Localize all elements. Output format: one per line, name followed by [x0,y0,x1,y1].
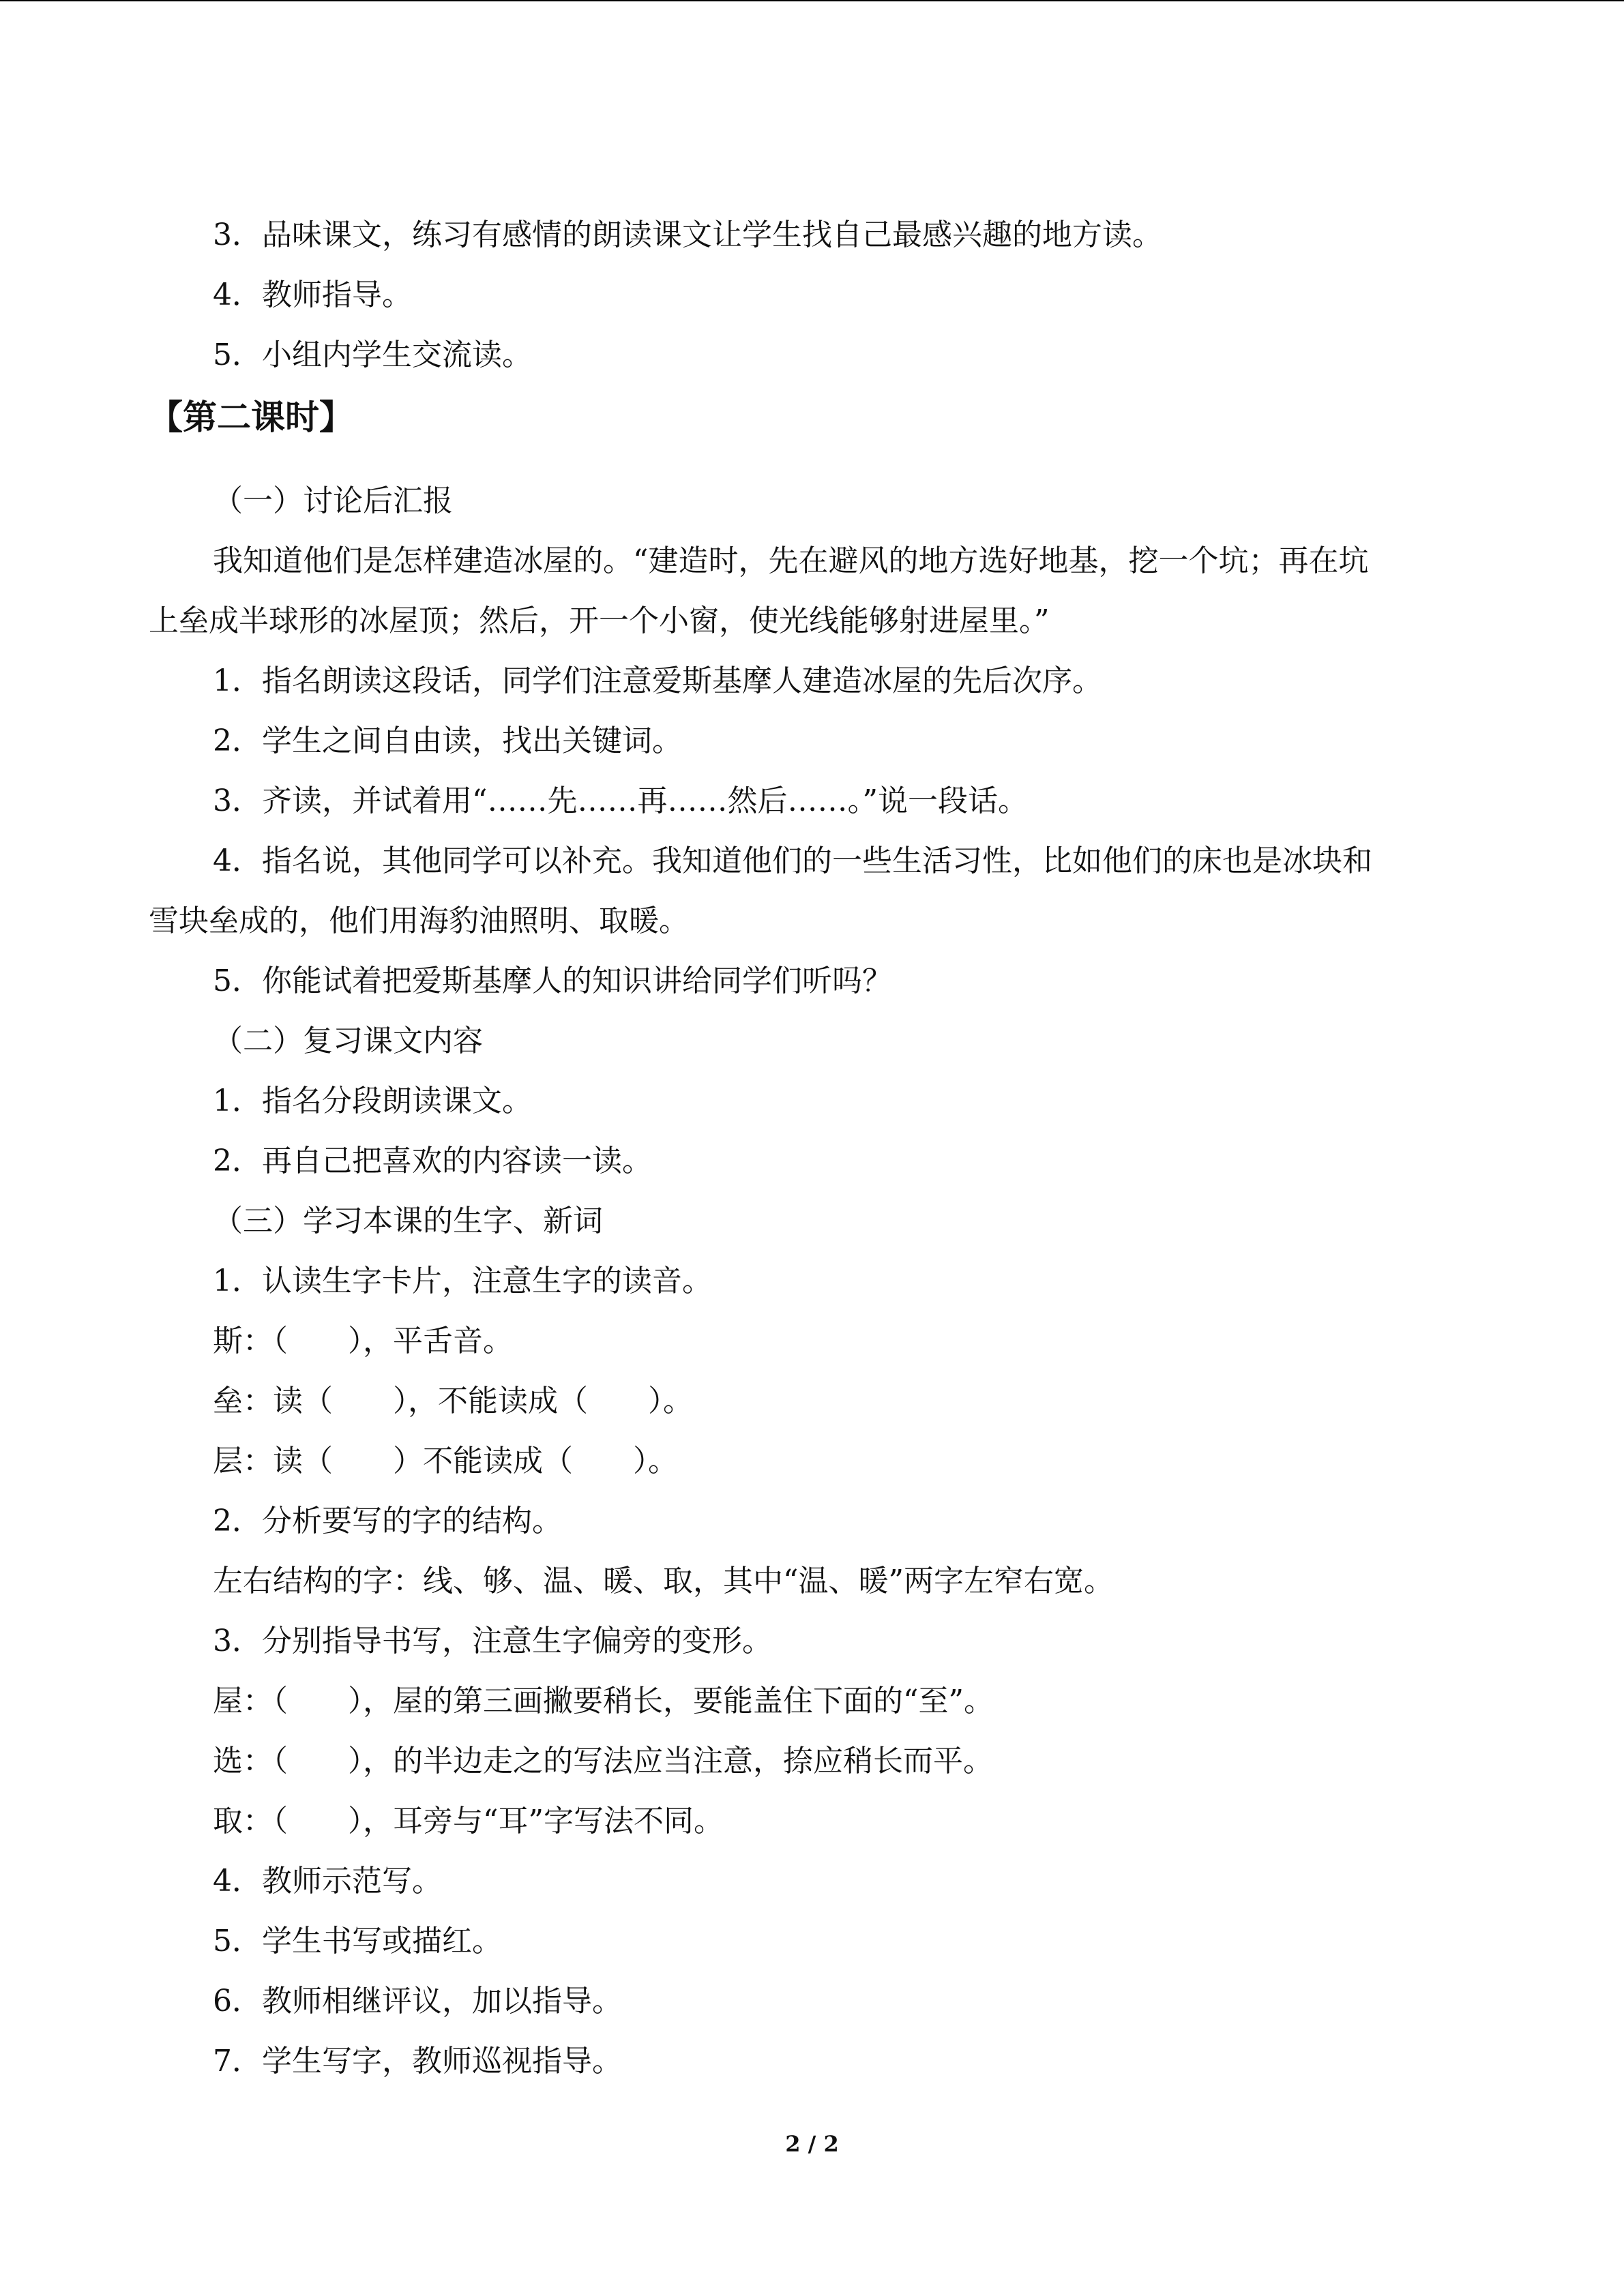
list-item: 3．齐读，并试着用“……先……再……然后……。”说一段话。 [213,784,1028,818]
paragraph-line: 上垒成半球形的冰屋顶；然后，开一个小窗，使光线能够射进屋里。” [149,603,1050,638]
list-item: 5．学生书写或描红。 [213,1924,502,1958]
list-item: 4．教师指导。 [213,278,412,312]
character-note: 斯：（ ），平舌音。 [213,1324,513,1358]
page-top-border [0,0,1624,1]
subsection-title: （二）复习课文内容 [213,1024,483,1058]
character-note: 屋：（ ），屋的第三画撇要稍长，要能盖住下面的“至”。 [213,1684,994,1718]
subsection-title: （一）讨论后汇报 [213,483,453,518]
structure-note: 左右结构的字：线、够、温、暖、取，其中“温、暖”两字左窄右宽。 [213,1564,1114,1598]
list-item: 2．分析要写的字的结构。 [213,1504,562,1538]
list-item: 1．指名朗读这段话，同学们注意爱斯基摩人建造冰屋的先后次序。 [213,664,1102,698]
list-item: 4．指名说，其他同学可以补充。我知道他们的一些生活习性，比如他们的床也是冰块和 [213,844,1372,878]
list-item: 1．指名分段朗读课文。 [213,1084,532,1118]
list-item: 5．小组内学生交流读。 [213,338,532,372]
list-item: 5．你能试着把爱斯基摩人的知识讲给同学们听吗？ [213,964,892,998]
character-note: 层：读（ ）不能读成（ ）。 [213,1444,678,1478]
character-note: 垒：读（ ），不能读成（ ）。 [213,1384,693,1418]
list-item: 7．学生写字，教师巡视指导。 [213,2044,622,2078]
page-number: 2 / 2 [785,2131,839,2157]
list-item: 4．教师示范写。 [213,1864,442,1898]
subsection-title: （三）学习本课的生字、新词 [213,1204,603,1238]
list-item-continued: 雪块垒成的，他们用海豹油照明、取暖。 [149,904,689,938]
list-item: 6．教师相继评议，加以指导。 [213,1984,622,2018]
list-item: 2．再自己把喜欢的内容读一读。 [213,1144,652,1178]
section-heading: 【第二课时】 [149,397,353,437]
list-item: 1．认读生字卡片，注意生字的读音。 [213,1264,712,1298]
list-item: 2．学生之间自由读，找出关键词。 [213,724,682,758]
paragraph-line: 我知道他们是怎样建造冰屋的。“建造时，先在避风的地方选好地基，挖一个坑；再在坑 [213,543,1369,578]
character-note: 选：（ ），的半边走之的写法应当注意，捺应稍长而平。 [213,1744,993,1778]
list-item: 3．品味课文，练习有感情的朗读课文让学生找自己最感兴趣的地方读。 [213,218,1162,252]
list-item: 3．分别指导书写，注意生字偏旁的变形。 [213,1624,772,1658]
character-note: 取：（ ），耳旁与“耳”字写法不同。 [213,1804,724,1838]
